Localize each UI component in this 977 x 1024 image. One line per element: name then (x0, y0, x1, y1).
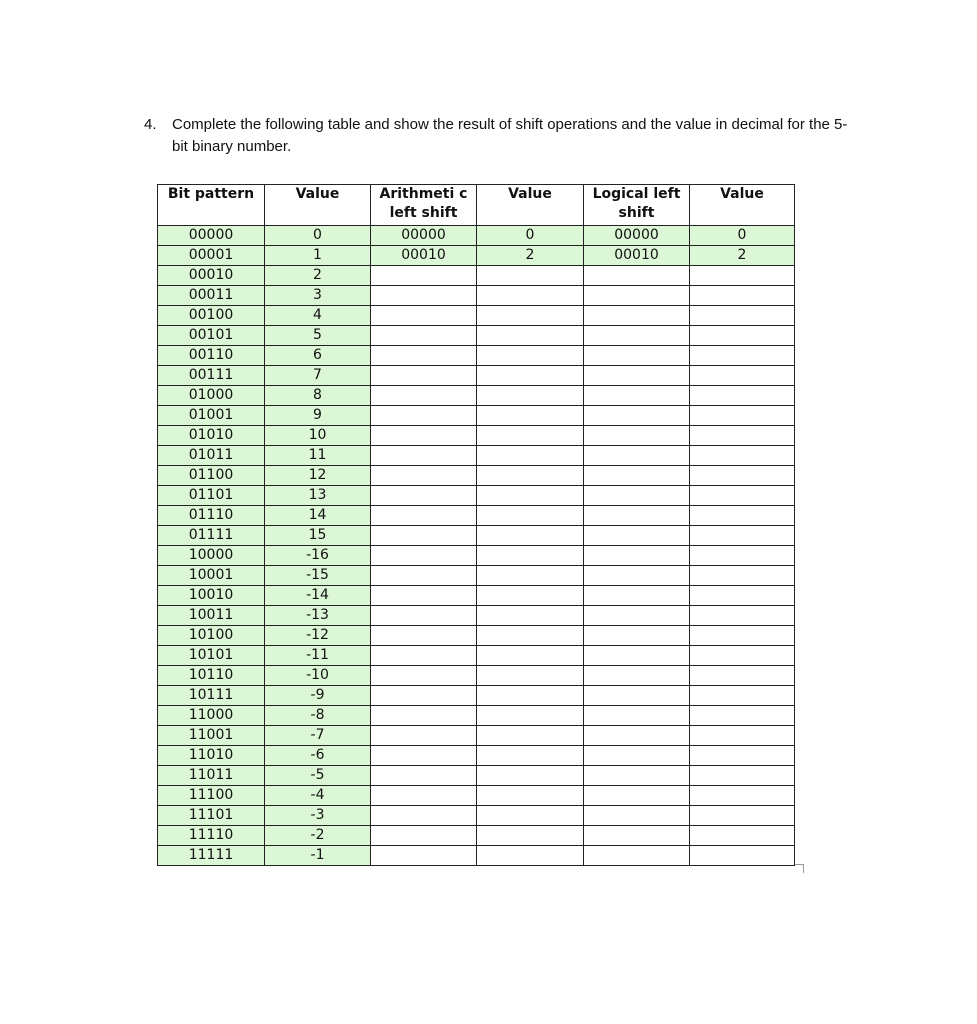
table-row (158, 766, 795, 786)
cell-logical-shift[interactable] (584, 506, 690, 526)
cell-bit-pattern: 00000 (158, 226, 265, 246)
table-row (158, 726, 795, 746)
table-row (158, 606, 795, 626)
cell-arithmetic-shift[interactable] (371, 626, 477, 646)
cell-logical-shift[interactable] (584, 826, 690, 846)
cell-bit-pattern: 01010 (158, 426, 265, 446)
cell-logical-value[interactable] (690, 466, 795, 486)
cell-arithmetic-value[interactable] (477, 726, 584, 746)
cell-logical-shift[interactable] (584, 486, 690, 506)
cell-logical-shift[interactable] (584, 846, 690, 866)
cell-logical-shift[interactable] (584, 646, 690, 666)
cell-bit-pattern: 10011 (158, 606, 265, 626)
cell-arithmetic-shift[interactable] (371, 746, 477, 766)
cell-arithmetic-shift[interactable] (371, 646, 477, 666)
cell-arithmetic-shift[interactable] (371, 546, 477, 566)
table-row (158, 326, 795, 346)
cell-value: 10 (265, 426, 371, 446)
header-bit-pattern: Bit pattern (158, 185, 265, 226)
cell-bit-pattern: 01001 (158, 406, 265, 426)
header-logical-left-shift: Logical left shift (584, 185, 690, 226)
cell-bit-pattern: 00011 (158, 286, 265, 306)
cell-arithmetic-shift[interactable] (371, 686, 477, 706)
table-row (158, 406, 795, 426)
cell-bit-pattern: 11001 (158, 726, 265, 746)
cell-value: -5 (265, 766, 371, 786)
cell-arithmetic-shift[interactable] (371, 486, 477, 506)
cell-arithmetic-shift[interactable] (371, 386, 477, 406)
cell-value: -3 (265, 806, 371, 826)
cell-bit-pattern: 10111 (158, 686, 265, 706)
cell-arithmetic-value[interactable] (477, 786, 584, 806)
cell-arithmetic-shift[interactable] (371, 586, 477, 606)
cell-logical-value[interactable] (690, 426, 795, 446)
cell-value: -9 (265, 686, 371, 706)
cell-bit-pattern: 11000 (158, 706, 265, 726)
cell-logical-value[interactable] (690, 546, 795, 566)
cell-arithmetic-value[interactable] (477, 286, 584, 306)
table-row (158, 346, 795, 366)
table-row (158, 486, 795, 506)
cell-logical-shift[interactable] (584, 586, 690, 606)
cell-logical-value[interactable] (690, 506, 795, 526)
cell-arithmetic-value[interactable] (477, 386, 584, 406)
table-row (158, 646, 795, 666)
cell-logical-shift[interactable] (584, 266, 690, 286)
cell-value: 15 (265, 526, 371, 546)
cell-bit-pattern: 11110 (158, 826, 265, 846)
table-row (158, 466, 795, 486)
cell-logical-shift[interactable] (584, 446, 690, 466)
cell-arithmetic-shift[interactable] (371, 726, 477, 746)
cell-arithmetic-value[interactable] (477, 326, 584, 346)
cell-bit-pattern: 10000 (158, 546, 265, 566)
cell-bit-pattern: 01000 (158, 386, 265, 406)
cell-arithmetic-value[interactable] (477, 746, 584, 766)
cell-value: -16 (265, 546, 371, 566)
cell-value: 14 (265, 506, 371, 526)
cell-value: 11 (265, 446, 371, 466)
cell-arithmetic-shift[interactable] (371, 526, 477, 546)
cell-arithmetic-shift[interactable] (371, 406, 477, 426)
table-body (158, 226, 795, 866)
cell-value: 6 (265, 346, 371, 366)
cell-value: -14 (265, 586, 371, 606)
cell-value: -6 (265, 746, 371, 766)
cell-arithmetic-shift[interactable] (371, 286, 477, 306)
cell-arithmetic-shift[interactable] (371, 266, 477, 286)
cell-logical-value[interactable] (690, 706, 795, 726)
cell-arithmetic-shift[interactable] (371, 846, 477, 866)
cell-logical-shift[interactable] (584, 686, 690, 706)
cell-logical-value[interactable] (690, 806, 795, 826)
cell-logical-value[interactable] (690, 766, 795, 786)
cell-arithmetic-shift[interactable] (371, 826, 477, 846)
cell-logical-shift[interactable] (584, 406, 690, 426)
cell-logical-shift[interactable] (584, 546, 690, 566)
cell-logical-value[interactable] (690, 826, 795, 846)
table-row (158, 666, 795, 686)
cell-arithmetic-value[interactable] (477, 666, 584, 686)
cell-arithmetic-shift[interactable]: 00000 (371, 226, 477, 246)
cell-value: 0 (265, 226, 371, 246)
cell-logical-shift[interactable] (584, 706, 690, 726)
cell-arithmetic-shift[interactable] (371, 566, 477, 586)
table-row (158, 786, 795, 806)
cell-arithmetic-value[interactable] (477, 366, 584, 386)
cell-value: -11 (265, 646, 371, 666)
cell-logical-value[interactable] (690, 326, 795, 346)
cell-value: 8 (265, 386, 371, 406)
cell-logical-value[interactable] (690, 406, 795, 426)
cell-logical-shift[interactable] (584, 346, 690, 366)
cell-logical-shift[interactable] (584, 766, 690, 786)
cell-bit-pattern: 01101 (158, 486, 265, 506)
cell-logical-shift[interactable] (584, 746, 690, 766)
cell-logical-shift[interactable] (584, 466, 690, 486)
cell-arithmetic-value[interactable] (477, 826, 584, 846)
cell-bit-pattern: 00100 (158, 306, 265, 326)
cell-arithmetic-value[interactable] (477, 626, 584, 646)
cell-bit-pattern: 10110 (158, 666, 265, 686)
cell-logical-shift[interactable] (584, 306, 690, 326)
cell-logical-value[interactable]: 0 (690, 226, 795, 246)
cell-logical-shift[interactable] (584, 526, 690, 546)
cell-arithmetic-shift[interactable] (371, 446, 477, 466)
cell-logical-shift[interactable] (584, 726, 690, 746)
table-row (158, 626, 795, 646)
cell-logical-value[interactable] (690, 526, 795, 546)
cell-logical-value[interactable] (690, 586, 795, 606)
cell-logical-shift[interactable] (584, 386, 690, 406)
cell-arithmetic-value[interactable] (477, 606, 584, 626)
cell-arithmetic-value[interactable] (477, 766, 584, 786)
cell-arithmetic-value[interactable] (477, 686, 584, 706)
table-row (158, 286, 795, 306)
cell-logical-shift[interactable] (584, 366, 690, 386)
cell-logical-value[interactable] (690, 646, 795, 666)
cell-value: 4 (265, 306, 371, 326)
cell-logical-value[interactable] (690, 726, 795, 746)
cell-logical-value[interactable] (690, 486, 795, 506)
cell-logical-value[interactable] (690, 786, 795, 806)
table-row (158, 226, 795, 246)
cell-logical-value[interactable] (690, 686, 795, 706)
cell-arithmetic-value[interactable] (477, 426, 584, 446)
cell-arithmetic-shift[interactable] (371, 786, 477, 806)
table-row (158, 546, 795, 566)
cell-value: -15 (265, 566, 371, 586)
cell-arithmetic-value[interactable]: 2 (477, 246, 584, 266)
table-row (158, 526, 795, 546)
cell-arithmetic-shift[interactable]: 00010 (371, 246, 477, 266)
cell-logical-value[interactable] (690, 746, 795, 766)
cell-logical-value[interactable] (690, 446, 795, 466)
cell-arithmetic-value[interactable] (477, 406, 584, 426)
cell-value: 9 (265, 406, 371, 426)
cell-value: -2 (265, 826, 371, 846)
cell-logical-value[interactable] (690, 386, 795, 406)
cell-logical-shift[interactable] (584, 666, 690, 686)
cell-bit-pattern: 11101 (158, 806, 265, 826)
cell-logical-shift[interactable] (584, 806, 690, 826)
table-row (158, 826, 795, 846)
cell-logical-shift[interactable] (584, 286, 690, 306)
corner-mark (795, 864, 804, 873)
cell-value: 13 (265, 486, 371, 506)
cell-logical-value[interactable] (690, 666, 795, 686)
cell-arithmetic-value[interactable] (477, 446, 584, 466)
header-value: Value (265, 185, 371, 226)
table-row (158, 266, 795, 286)
table-row (158, 806, 795, 826)
cell-value: 5 (265, 326, 371, 346)
cell-bit-pattern: 01111 (158, 526, 265, 546)
cell-bit-pattern: 10100 (158, 626, 265, 646)
cell-bit-pattern: 01011 (158, 446, 265, 466)
cell-bit-pattern: 01100 (158, 466, 265, 486)
cell-value: 12 (265, 466, 371, 486)
cell-arithmetic-value[interactable] (477, 846, 584, 866)
cell-value: -10 (265, 666, 371, 686)
cell-logical-shift[interactable] (584, 626, 690, 646)
table-row (158, 426, 795, 446)
cell-bit-pattern: 11010 (158, 746, 265, 766)
cell-arithmetic-value[interactable] (477, 266, 584, 286)
cell-logical-shift[interactable] (584, 606, 690, 626)
cell-arithmetic-value[interactable] (477, 806, 584, 826)
question-number: 4. (144, 116, 157, 133)
cell-bit-pattern: 10101 (158, 646, 265, 666)
table-row (158, 506, 795, 526)
cell-arithmetic-value[interactable] (477, 506, 584, 526)
cell-logical-value[interactable] (690, 306, 795, 326)
cell-value: -7 (265, 726, 371, 746)
cell-arithmetic-value[interactable] (477, 486, 584, 506)
cell-arithmetic-shift[interactable] (371, 766, 477, 786)
header-arithmetic-value: Value (477, 185, 584, 226)
cell-arithmetic-value[interactable] (477, 546, 584, 566)
cell-logical-shift[interactable]: 00010 (584, 246, 690, 266)
table-row (158, 686, 795, 706)
cell-logical-shift[interactable] (584, 426, 690, 446)
table-row (158, 566, 795, 586)
cell-arithmetic-shift[interactable] (371, 706, 477, 726)
cell-arithmetic-shift[interactable] (371, 306, 477, 326)
cell-arithmetic-value[interactable] (477, 526, 584, 546)
cell-logical-shift[interactable]: 00000 (584, 226, 690, 246)
cell-logical-value[interactable]: 2 (690, 246, 795, 266)
table-row (158, 306, 795, 326)
table-row (158, 246, 795, 266)
cell-value: -8 (265, 706, 371, 726)
cell-logical-shift[interactable] (584, 786, 690, 806)
cell-value: 3 (265, 286, 371, 306)
cell-value: -13 (265, 606, 371, 626)
cell-logical-value[interactable] (690, 606, 795, 626)
shift-operations-table (157, 184, 795, 866)
question-text: Complete the following table and show the result of shift operations and the value in decimal for the 5-bit binary number. (172, 116, 848, 155)
cell-bit-pattern: 00111 (158, 366, 265, 386)
header-logical-value: Value (690, 185, 795, 226)
cell-bit-pattern: 00101 (158, 326, 265, 346)
cell-bit-pattern: 00010 (158, 266, 265, 286)
cell-arithmetic-shift[interactable] (371, 606, 477, 626)
cell-arithmetic-value[interactable] (477, 346, 584, 366)
cell-value: -4 (265, 786, 371, 806)
cell-arithmetic-value[interactable] (477, 706, 584, 726)
cell-arithmetic-value[interactable] (477, 466, 584, 486)
cell-bit-pattern: 10001 (158, 566, 265, 586)
cell-bit-pattern: 01110 (158, 506, 265, 526)
table-row (158, 586, 795, 606)
cell-arithmetic-value[interactable]: 0 (477, 226, 584, 246)
cell-value: -12 (265, 626, 371, 646)
cell-value: 1 (265, 246, 371, 266)
cell-bit-pattern: 00001 (158, 246, 265, 266)
cell-bit-pattern: 11100 (158, 786, 265, 806)
cell-arithmetic-value[interactable] (477, 646, 584, 666)
cell-bit-pattern: 10010 (158, 586, 265, 606)
cell-arithmetic-shift[interactable] (371, 346, 477, 366)
cell-arithmetic-value[interactable] (477, 306, 584, 326)
table-row (158, 846, 795, 866)
table-row (158, 446, 795, 466)
cell-logical-shift[interactable] (584, 566, 690, 586)
table-header-row (158, 185, 795, 226)
cell-arithmetic-shift[interactable] (371, 506, 477, 526)
cell-logical-value[interactable] (690, 346, 795, 366)
cell-bit-pattern: 11011 (158, 766, 265, 786)
table-row (158, 706, 795, 726)
cell-logical-value[interactable] (690, 366, 795, 386)
cell-bit-pattern: 11111 (158, 846, 265, 866)
cell-arithmetic-shift[interactable] (371, 326, 477, 346)
table-row (158, 746, 795, 766)
cell-logical-value[interactable] (690, 286, 795, 306)
cell-value: 2 (265, 266, 371, 286)
cell-arithmetic-value[interactable] (477, 586, 584, 606)
cell-arithmetic-shift[interactable] (371, 466, 477, 486)
table-row (158, 366, 795, 386)
cell-arithmetic-shift[interactable] (371, 426, 477, 446)
cell-arithmetic-value[interactable] (477, 566, 584, 586)
table-row (158, 386, 795, 406)
cell-arithmetic-shift[interactable] (371, 666, 477, 686)
cell-logical-value[interactable] (690, 846, 795, 866)
cell-logical-value[interactable] (690, 566, 795, 586)
cell-logical-value[interactable] (690, 626, 795, 646)
cell-arithmetic-shift[interactable] (371, 806, 477, 826)
cell-value: -1 (265, 846, 371, 866)
cell-logical-value[interactable] (690, 266, 795, 286)
cell-value: 7 (265, 366, 371, 386)
cell-logical-shift[interactable] (584, 326, 690, 346)
cell-bit-pattern: 00110 (158, 346, 265, 366)
header-arithmetic-left-shift: Arithmeti c left shift (371, 185, 477, 226)
cell-arithmetic-shift[interactable] (371, 366, 477, 386)
